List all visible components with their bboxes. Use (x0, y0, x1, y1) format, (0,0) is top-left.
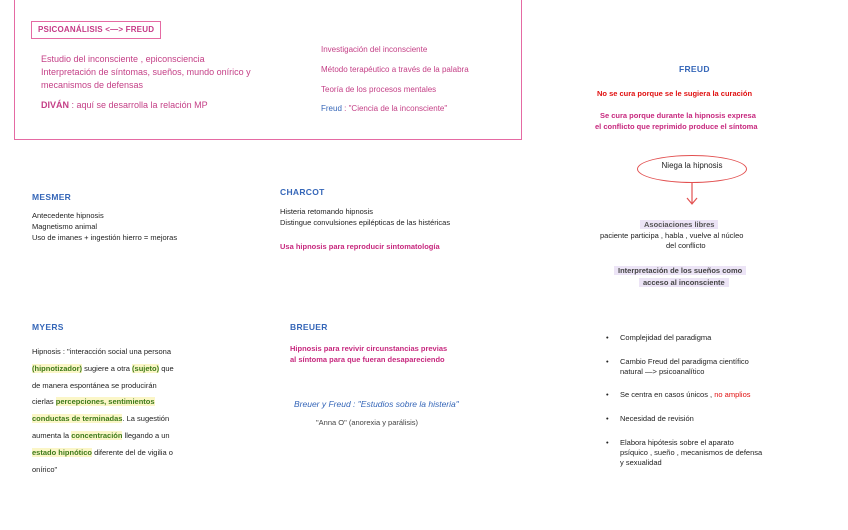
bullet-revision: • Necesidad de revisión (606, 414, 826, 424)
asociaciones-title: Asociaciones libres (640, 220, 718, 229)
anna-o-note: "Anna O" (anorexia y parálisis) (316, 418, 419, 427)
right-line-3: Teoría de los procesos mentales (321, 85, 437, 94)
mesmer-line-2: Magnetismo animal (32, 222, 98, 231)
breuer-heading: BREUER (290, 322, 328, 332)
interpretacion-line-2: acceso al inconsciente (639, 278, 729, 287)
myers-line-7: estado hipnótico diferente del de vigilia o (32, 447, 173, 457)
left-line-2: Interpretación de síntomas, sueños, mundo onírico y (41, 67, 251, 77)
mesmer-line-1: Antecedente hipnosis (32, 211, 104, 220)
asociaciones-line-1: paciente participa , habla , vuelve al núcleo (600, 231, 744, 240)
myers-line-4: cierlas percepciones, sentimientos (32, 397, 155, 407)
left-line-3: mecanismos de defensas (41, 80, 144, 90)
myers-line-8: onírico" (32, 464, 58, 474)
right-line-2: Método terapéutico a través de la palabra (321, 65, 469, 74)
myers-paragraph (32, 344, 252, 478)
niega-hipnosis-text: Niega la hipnosis (661, 161, 723, 170)
bullet-cambio-freud: • Cambio Freud del paradigma científico natural —> psicoanalítico (606, 357, 826, 377)
bullet-casos-unicos: • Se centra en casos únicos , no amplios (606, 390, 826, 400)
freud-heading: FREUD (679, 64, 710, 74)
charcot-line-2: Distingue convulsiones epilépticas de las histéricas (280, 218, 451, 227)
charcot-line-1: Histeria retomando hipnosis (280, 207, 373, 216)
freud-quote-line (321, 104, 447, 113)
down-arrow-icon (685, 183, 699, 207)
divan-label: DIVÁN (41, 100, 70, 110)
left-line-1: Estudio del inconsciente , epiconsciencia (41, 54, 205, 64)
interpretacion-line-1: Interpretación de los sueños como (614, 266, 746, 275)
conclusions-list (606, 333, 826, 468)
charcot-heading: CHARCOT (280, 187, 325, 197)
estudios-histeria-title: Breuer y Freud : "Estudios sobre la histeria" (294, 399, 459, 409)
myers-line-1: Hipnosis : "interacción social una persona (32, 347, 171, 356)
mesmer-heading: MESMER (32, 192, 72, 202)
freud-line-2b: el conflicto que reprimido produce el síntoma (595, 122, 758, 131)
breuer-line-1: Hipnosis para revivir circunstancias previas (290, 344, 448, 353)
freud-quote-text: : "Ciencia de la inconsciente" (341, 104, 448, 113)
psicoanalisis-title-tag: PSICOANÁLISIS <—> FREUD (31, 21, 161, 39)
charcot-highlight: Usa hipnosis para reproducir sintomatología (280, 242, 440, 251)
myers-line-2: (hipnotizador) sugiere a otra (sujeto) que (32, 363, 174, 373)
mesmer-line-3: Uso de imanes + ingestión hierro = mejoras (32, 233, 178, 242)
myers-heading: MYERS (32, 322, 64, 332)
bullet-complejidad: • Complejidad del paradigma (606, 333, 826, 343)
divan-text: : aquí se desarrolla la relación MP (69, 100, 208, 110)
right-line-1: Investigación del inconsciente (321, 45, 428, 54)
freud-line-1: No se cura porque se le sugiera la curación (597, 89, 753, 98)
breuer-line-2: al síntoma para que fueran desapareciendo (290, 355, 445, 364)
freud-line-2a: Se cura porque durante la hipnosis expresa (600, 111, 756, 120)
myers-line-5: conductas de terminadas. La sugestión (32, 414, 170, 424)
asociaciones-line-2: del conflicto (666, 241, 706, 250)
myers-line-3: de manera espontánea se producirán (32, 380, 157, 390)
bullet-hipotesis: • Elabora hipótesis sobre el aparato psíquico , sueño , mecanismos de defensa y sexualidad (606, 438, 826, 468)
divan-line (41, 99, 208, 111)
myers-line-6: aumenta la concentración llegando a un (32, 430, 170, 440)
freud-quote-label: Freud (321, 104, 342, 113)
